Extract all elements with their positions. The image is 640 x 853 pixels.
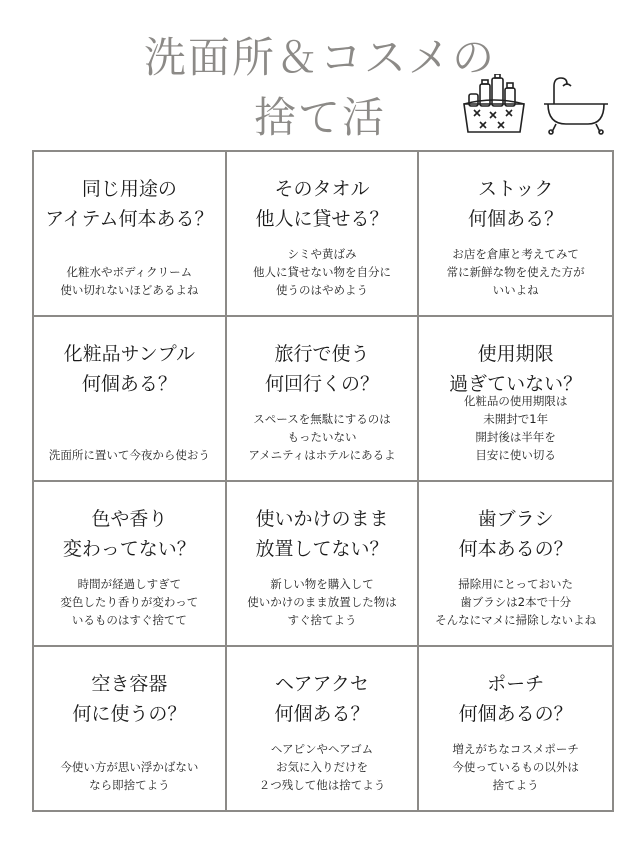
- card-empty-containers: [34, 647, 227, 810]
- card-question: ストック 何個ある？: [468, 178, 564, 230]
- illustration: [462, 74, 612, 136]
- card-answer: スペースを無駄にするのは もったいない アメニティはホテルにあるよ: [248, 412, 396, 462]
- card-question: 色や香り 変わってない？: [62, 508, 196, 560]
- card-answer: 今使い方が思い浮かばない なら即捨てよう: [60, 760, 199, 792]
- card-question: ヘアアクセ 何個ある？: [274, 673, 370, 725]
- card-travel: [227, 317, 420, 482]
- declutter-grid: [32, 150, 614, 812]
- page-title-line2: 捨て活: [253, 93, 386, 142]
- card-question: 使用期限 過ぎていない？: [449, 343, 583, 395]
- card-answer: 増えがちなコスメポーチ 今使っているもの以外は 捨てよう: [452, 742, 579, 792]
- card-answer: 新しい物を購入して 使いかけのまま放置した物は すぐ捨てよう: [247, 577, 397, 627]
- card-answer: 化粧品の使用期限は 未開封で1年 開封後は半年を 目安に使い切る: [463, 394, 568, 462]
- card-hair-accessories: [227, 647, 420, 810]
- card-question: 使いかけのまま 放置してない？: [255, 508, 389, 560]
- cosmetics-basket-icon: [464, 74, 524, 132]
- card-answer: 時間が経過しすぎて 変色したり香りが変わって いるものはすぐ捨てて: [60, 577, 199, 627]
- card-question: 旅行で使う 何回行くの？: [264, 343, 379, 395]
- bathtub-icon: [544, 78, 608, 134]
- card-answer: ヘアピンやヘアゴム お気に入りだけを ２つ残して他は捨てよう: [258, 742, 386, 792]
- card-samples: [34, 317, 227, 482]
- card-question: 同じ用途の アイテム何本ある？: [45, 178, 214, 230]
- card-color-scent: [34, 482, 227, 647]
- card-pouch: [419, 647, 612, 810]
- card-stock: [419, 152, 612, 317]
- card-towel: [227, 152, 420, 317]
- card-question: ポーチ 何個あるの？: [458, 673, 573, 725]
- page-title-line1: 洗面所＆コスメの: [143, 33, 496, 82]
- card-answer: 洗面所に置いて今夜から使おう: [48, 448, 210, 462]
- card-answer: お店を倉庫と考えてみて 常に新鮮な物を使えた方が いいよね: [446, 247, 585, 297]
- card-question: 化粧品サンプル 何個ある？: [63, 343, 195, 395]
- card-answer: シミや黄ばみ 他人に貸せない物を自分に 使うのはやめよう: [252, 247, 391, 297]
- card-answer: 化粧水やボディクリーム 使い切れないほどあるよね: [60, 265, 199, 297]
- card-half-used: [227, 482, 420, 647]
- card-question: そのタオル 他人に貸せる？: [255, 178, 389, 230]
- card-answer: 掃除用にとっておいた 歯ブラシは2本で十分 そんなにマメに掃除しないよね: [435, 577, 597, 627]
- card-expiry: [419, 317, 612, 482]
- card-same-purpose: [34, 152, 227, 317]
- card-question: 歯ブラシ 何本あるの？: [458, 508, 573, 560]
- card-toothbrush: [419, 482, 612, 647]
- card-question: 空き容器 何に使うの？: [72, 673, 187, 725]
